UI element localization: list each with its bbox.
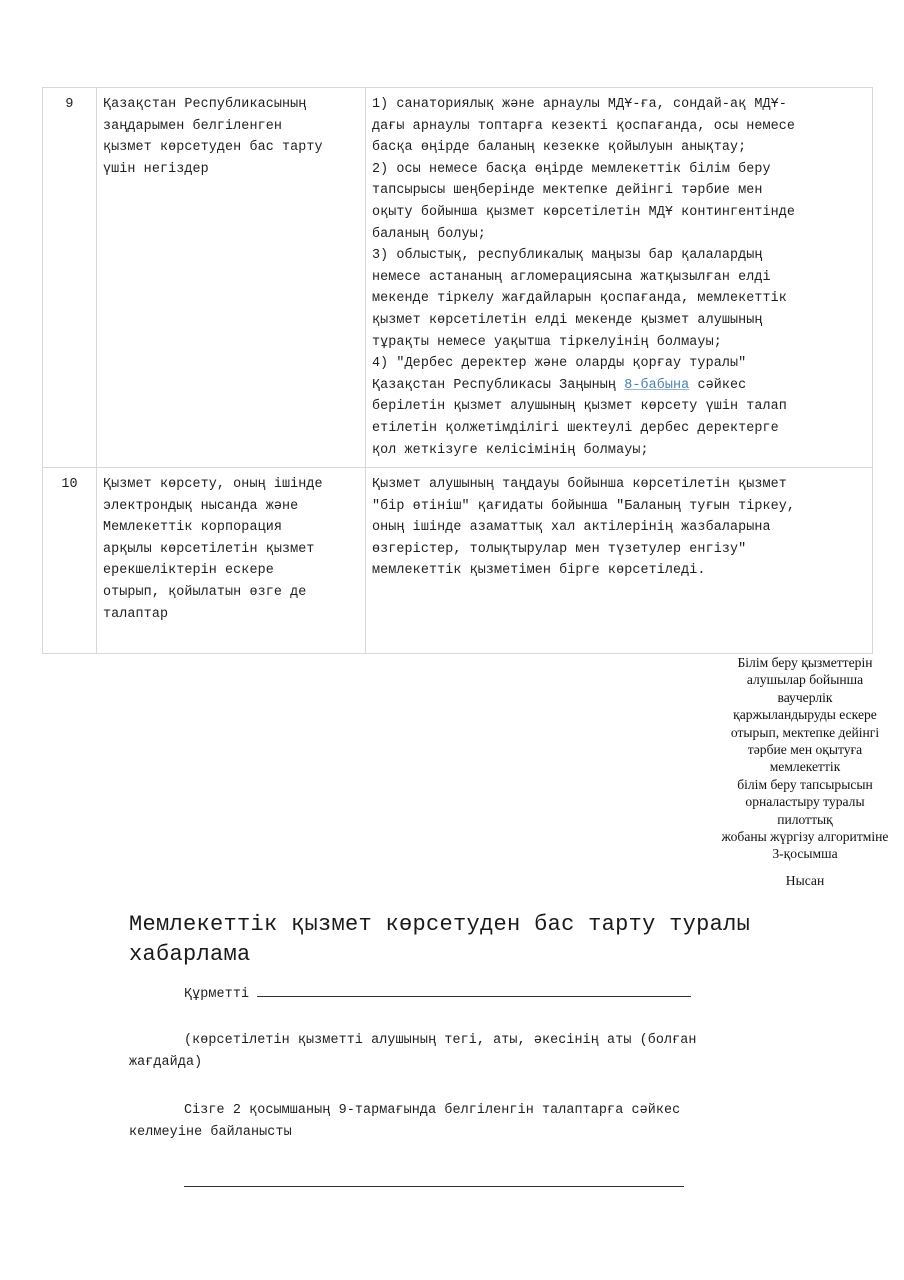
text-line: электрондық нысанда және [103, 498, 299, 514]
text-line: оның ішінде азаматтық хал актілерінің жазбаларына [372, 520, 771, 536]
text-line: тұрақты немесе уақытша тіркелуінің болмауы; [372, 334, 722, 350]
text-line: пилоттық [777, 811, 833, 827]
text-line: 1) санаториялық және арнаулы МДҰ-ға, сондай-ақ МДҰ- [372, 97, 787, 112]
salutation-label: Құрметті [184, 987, 250, 1002]
row-number: 10 [43, 468, 97, 654]
row-content [366, 88, 873, 468]
text-line: немесе астананың агломерациясына жатқызылған елді [372, 269, 771, 285]
text-line: оқыту бойынша қызмет көрсетілетін МДҰ контингентінде [372, 204, 796, 220]
text-line: отырып, қойылатын өзге де [103, 585, 307, 601]
reason-blank-line [184, 1172, 684, 1196]
text-line: "бір өтініш" қағидаты бойынша "Баланың туғын тіркеу, [372, 498, 796, 514]
text-line: Білім беру қызметтерін [737, 655, 873, 670]
text-line: алушылар бойынша [746, 672, 864, 688]
text-line: 4) "Дербес деректер және оларды қорғау туралы" [372, 356, 747, 372]
text-line: мемлекеттік [769, 759, 841, 775]
text-line: арқылы көрсетілетін қызмет [103, 541, 315, 557]
text-line: басқа өңірде баланың кезекке қойылуын анықтау; [372, 140, 747, 156]
text-line: Қызмет алушының таңдауы бойынша көрсетілетін қызмет [372, 477, 787, 493]
text-line: 2) осы немесе басқа өңірде мемлекеттік білім беру [372, 161, 771, 177]
text-line: Мемлекеттік корпорация [103, 520, 282, 536]
text-line: ерекшеліктерін ескере [103, 563, 274, 579]
text-line: дағы арнаулы топтарға кезекті қоспағанда, осы немесе [372, 118, 796, 134]
text-line: қызмет көрсетілетін елді мекенде қызмет алушының [372, 312, 763, 328]
row-content [366, 468, 873, 654]
salutation-line [184, 982, 691, 1006]
text-line: 3) облыстық, республикалық маңызы бар қалалардың [372, 248, 763, 264]
requirements-table [42, 87, 873, 654]
text-line: талаптар [103, 606, 169, 622]
text-line: өзгерістер, толықтырулар мен түзетулер енгізу" [372, 541, 747, 557]
row-criterion [97, 88, 366, 468]
text-line: ваучерлік [777, 689, 833, 705]
text-line: тапсырысы шеңберінде мектепке дейінгі тәрбие мен [372, 183, 763, 199]
text-line: қызмет көрсетуден бас тарту [103, 140, 323, 156]
table-row [43, 88, 873, 468]
row-number: 9 [43, 88, 97, 468]
text-line: қол жеткізуге келісімінің болмауы; [372, 442, 649, 458]
text-line: жобаны жүргізу алгоритміне [721, 829, 889, 845]
text-line: Қазақстан Республикасының [103, 97, 307, 112]
text-line: 3-қосымша [772, 846, 838, 862]
refusal-reason: Сізге 2 қосымшаның 9-тармағында белгіленгін талаптарға сәйкес келмеуіне байланысты [129, 1103, 681, 1140]
recipient-name-blank [257, 982, 691, 997]
notice-title: Мемлекеттік қызмет көрсетуден бас тарту туралы хабарлама [129, 912, 751, 967]
text-line: Қызмет көрсету, оның ішінде [103, 477, 323, 493]
law-reference-line: Қазақстан Республикасы Заңының 8-бабына сәйкес [372, 377, 747, 393]
text-line: орналастыру туралы [745, 794, 865, 810]
text-line: үшін негіздер [103, 161, 209, 177]
row-criterion [97, 468, 366, 654]
form-label: Нысан [785, 872, 825, 888]
appendix-note [700, 654, 904, 889]
text-line: заңдарымен белгіленген [103, 118, 282, 134]
text-line: отырып, мектепке дейінгі [730, 724, 880, 740]
text-line: мекенде тіркелу жағдайларын қоспағанда, мемлекеттік [372, 291, 787, 307]
text-line: тәрбие мен оқытуға [747, 742, 863, 758]
text-line: қаржыландыруды ескере [733, 707, 877, 723]
name-hint: (көрсетілетін қызметті алушының тегі, аты, әкесінің аты (болған жағдайда) [129, 1033, 697, 1070]
text-line: білім беру тапсырысын [737, 776, 873, 792]
text-line: етілетін қолжетімділігі шектеулі дербес деректерге [372, 420, 779, 436]
law-article-link[interactable]: 8-бабына [624, 377, 690, 393]
text-line: баланың болуы; [372, 226, 486, 242]
text-line: берілетін қызмет алушының қызмет көрсету үшін талап [372, 399, 787, 415]
reason-blank [184, 1172, 684, 1187]
table-row [43, 468, 873, 654]
text-line: мемлекеттік қызметімен бірге көрсетіледі. [372, 563, 706, 579]
